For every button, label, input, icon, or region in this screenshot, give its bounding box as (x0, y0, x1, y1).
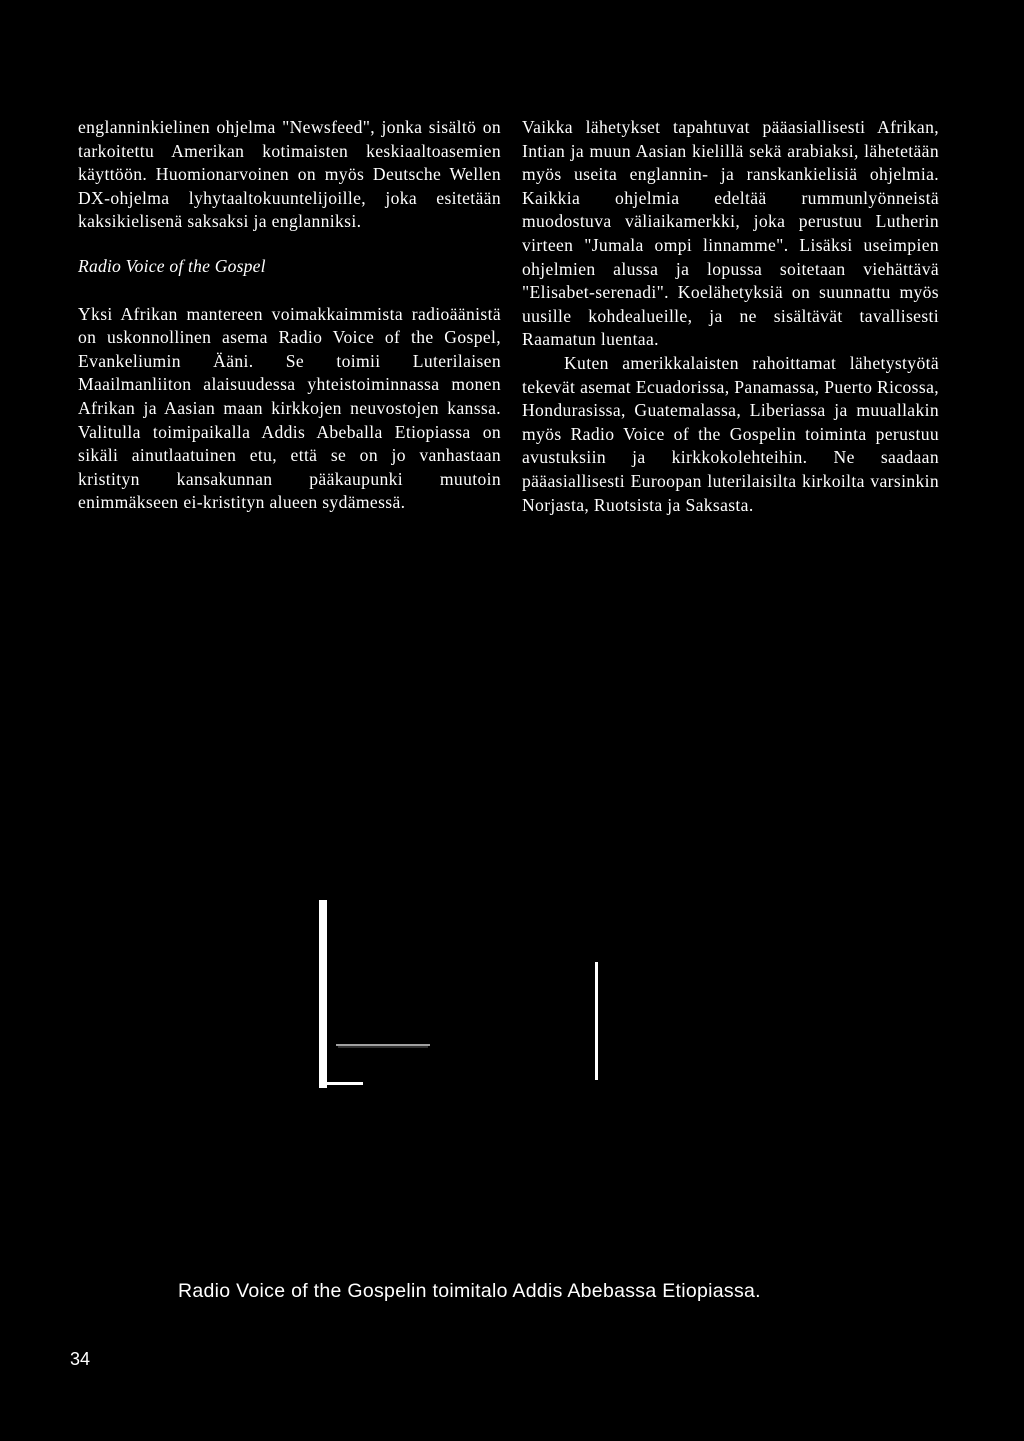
right-paragraph-1: Vaikka lähetykset tapahtuvat pääasiallisesti Afrikan, Intian ja muun Aasian kielillä sekä arabiaksi, lähetetään myös useita englannin- ja ranskankielisiä ohjelmia. Kaikkia ohjelmia edeltää rummunlyönneistä muodostuva väliaikamerkki, joka perustuu Lutherin virteen "Jumala ompi linnamme". Lisäksi useimpien ohjelmien alussa ja lopussa soitetaan viehättävä "Elisabet-serenadi". Koelähetyksiä on suunnattu myös uusille kohdealueille, ja ne sisältävät tavallisesti Raamatun luentaa. (522, 117, 939, 350)
section-heading: Radio Voice of the Gospel (78, 255, 266, 276)
right-column (522, 116, 939, 517)
body-paragraph: Yksi Afrikan mantereen voimakkaimmista radioäänistä on uskonnollinen asema Radio Voice of the Gospel, Evankeliumin Ääni. Se toimii Luterilaisen Maailmanliiton alaisuudessa yhteistoiminnassa monen Afrikan ja Aasian maan kirkkojen neuvostojen kanssa. Valitulla toimipaikalla Addis Abeballa Etiopiassa on sikäli ainutlaatuinen etu, että se on jo vanhastaan kristityn kansakunnan pääkaupunki muutoin enimmäkseen ei-kristityn alueen sydämessä. (78, 303, 501, 513)
figure-caption: Radio Voice of the Gospelin toimitalo Addis Abebassa Etiopiassa. (178, 1280, 761, 1302)
intro-paragraph: englanninkielinen ohjelma "Newsfeed", jonka sisältö on tarkoitettu Amerikan kotimaisten keskiaaltoasemien käyttöön. Huomionarvoinen on myös Deutsche Wellen DX-ohjelma lyhytaaltokuuntelijoille, joka esitetään kaksikielisenä saksaksi ja englanniksi. (78, 117, 501, 232)
page-number: 34 (70, 1349, 91, 1369)
right-paragraph-2: Kuten amerikkalaisten rahoittamat lähetystyötä tekevät asemat Ecuadorissa, Panamassa, Puerto Ricossa, Hondurasissa, Guatemalassa, Liberiassa ja muuallakin myös Radio Voice of the Gospelin toiminta perustuu avustuksiin ja kirkkokolehteihin. Ne saadaan pääasiallisesti Euroopan luterilaisilta kirkoilta varsinkin Norjasta, Ruotsista ja Saksasta. (522, 352, 939, 515)
photo-vertical-line-right (595, 962, 598, 1080)
photo-baseline-thick (327, 1082, 363, 1085)
left-column (78, 116, 501, 515)
photo-background (300, 890, 630, 1090)
photo-vertical-line-left (319, 900, 327, 1088)
building-photo (300, 890, 630, 1090)
